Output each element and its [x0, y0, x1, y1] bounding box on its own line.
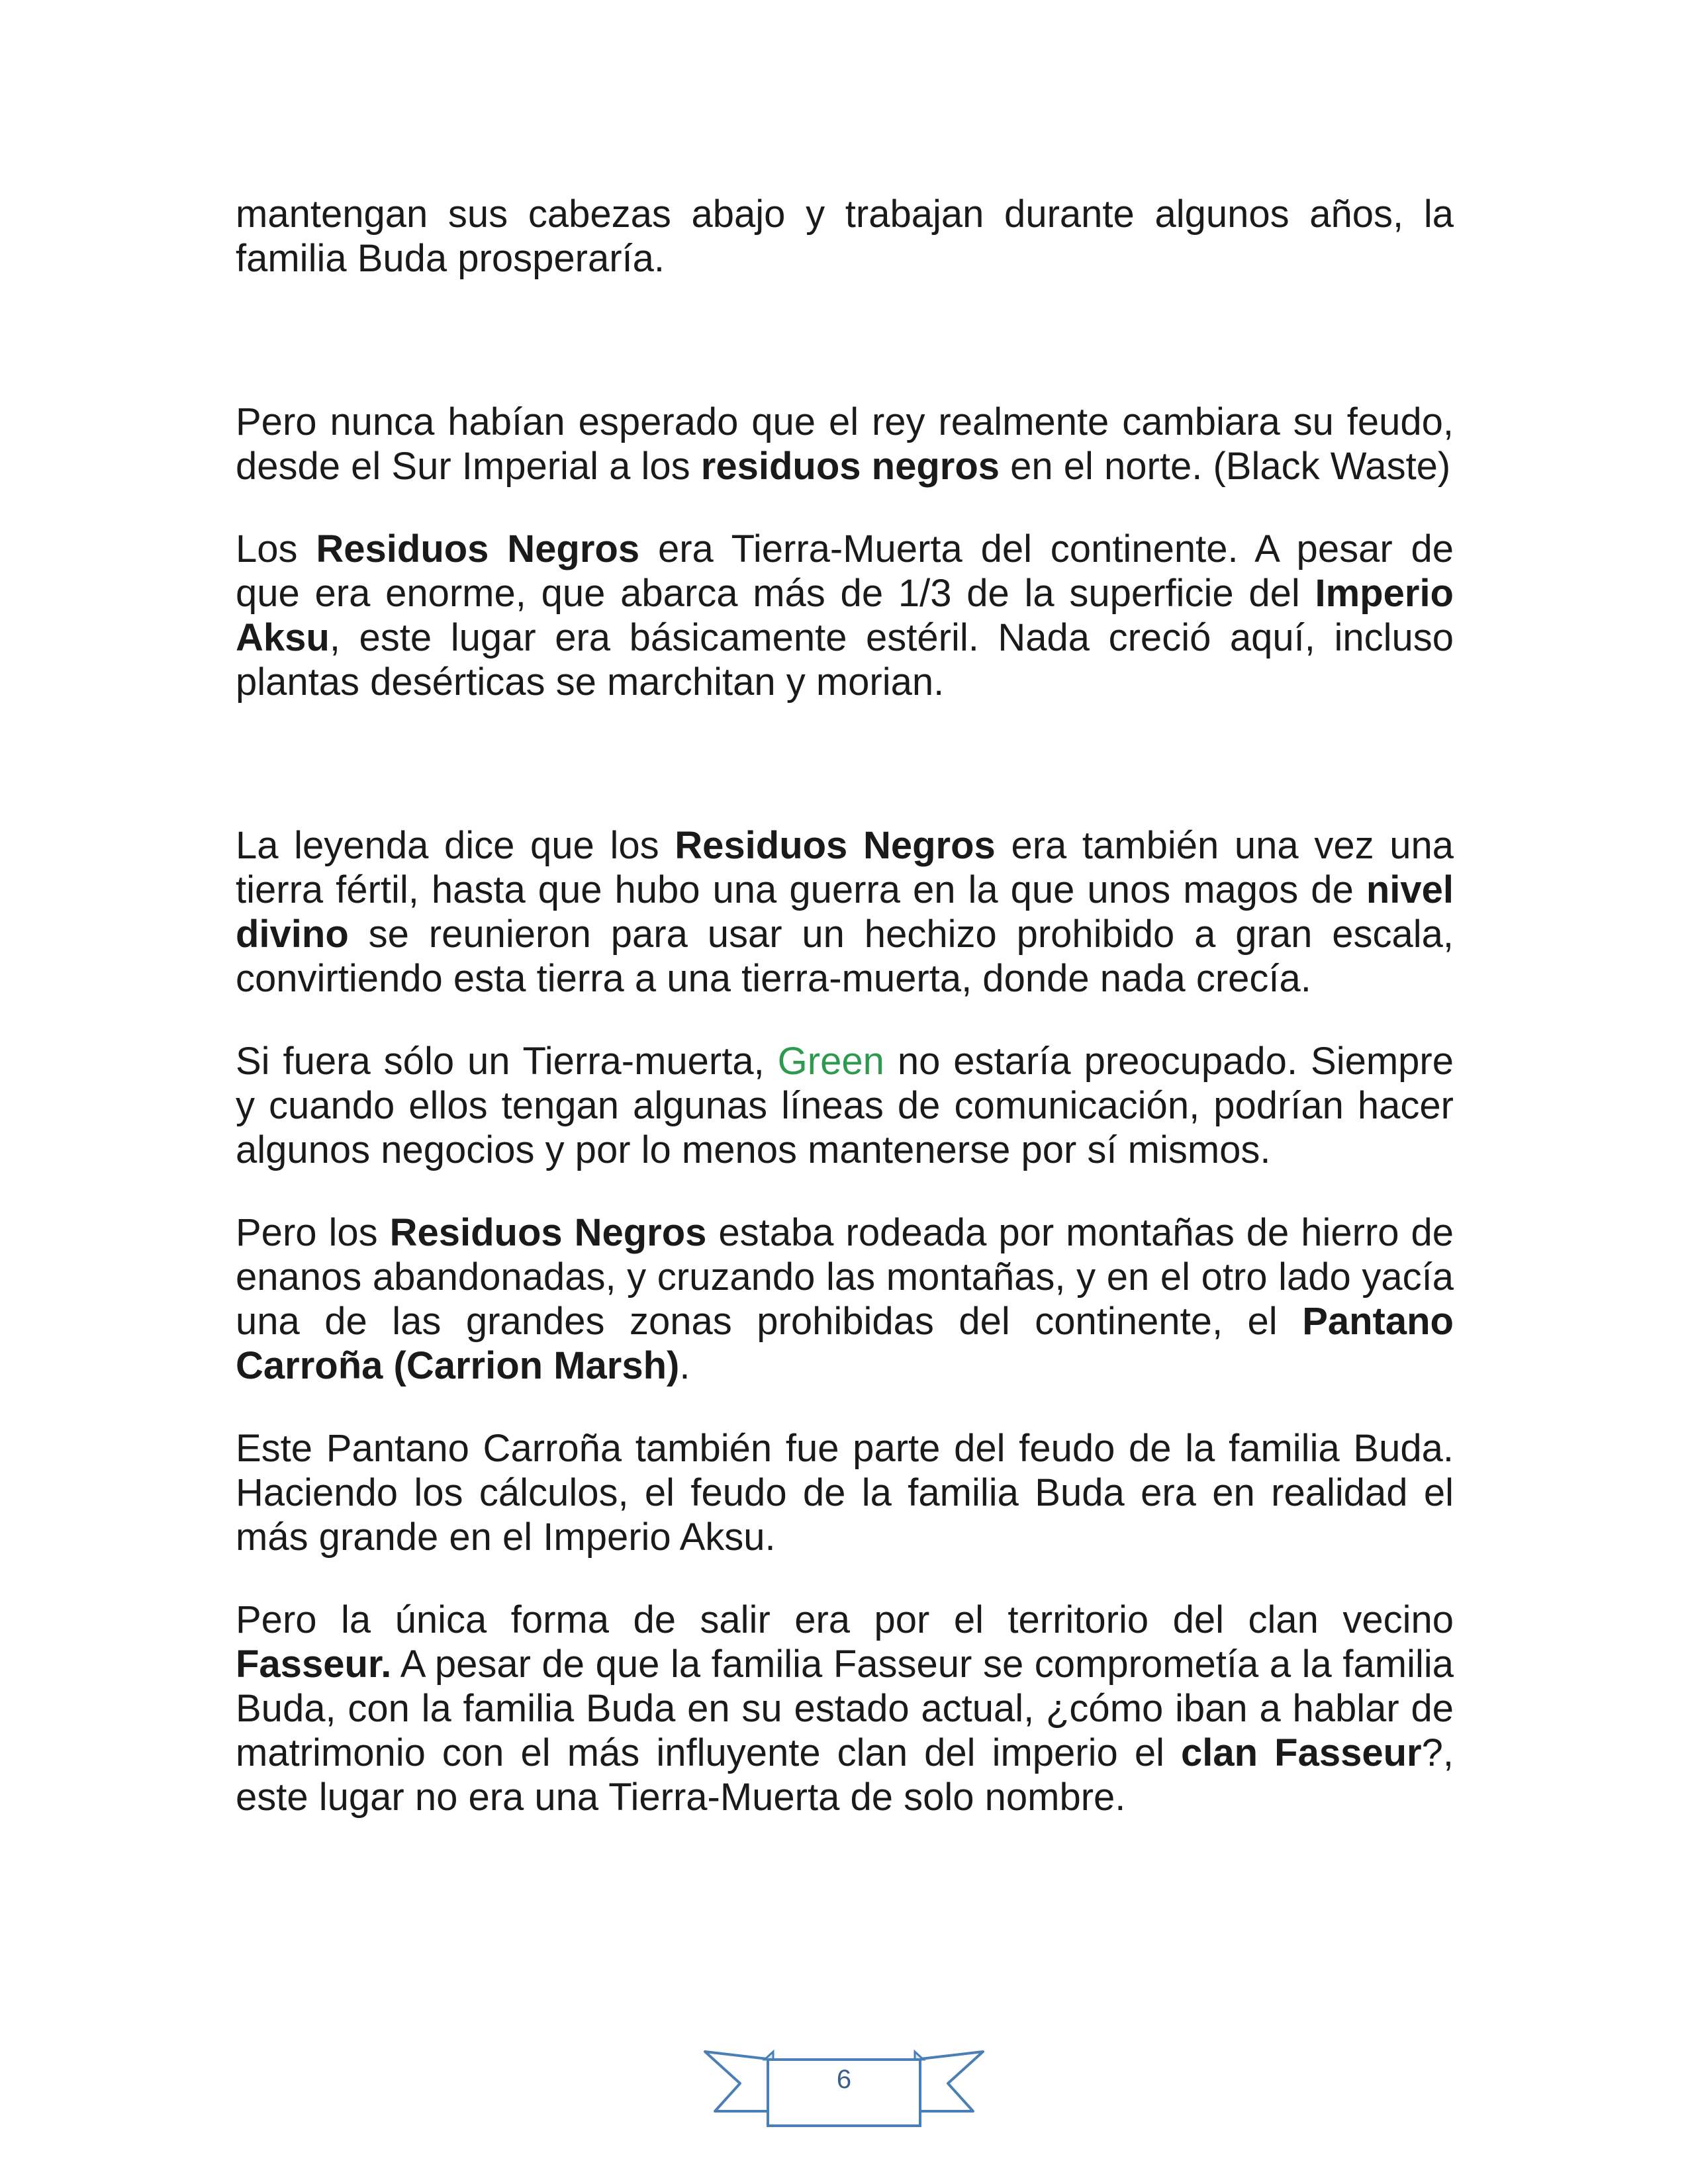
paragraph-2-text-c: en el norte. (Black Waste): [1000, 445, 1451, 488]
paragraph-7: [236, 1426, 1454, 1559]
paragraph-3: [236, 527, 1454, 704]
bold-term-residuos-negros: residuos negros: [700, 445, 1000, 488]
bold-term-fasseur: Fasseur.: [236, 1643, 392, 1686]
paragraph-4: [236, 823, 1454, 1001]
paragraph-1: [236, 192, 1454, 281]
bold-term-residuos-negros: Residuos Negros: [675, 824, 996, 867]
paragraph-3-text-d: , este lugar era básicamente estéril. Nada creció aquí, incluso plantas desérticas se marchitan y morian.: [236, 616, 1454, 704]
paragraph-3-text-a: Los: [236, 527, 316, 570]
paragraph-6-text-a: Pero los: [236, 1211, 390, 1254]
bold-term-residuos-negros: Residuos Negros: [389, 1211, 707, 1254]
paragraph-2: [236, 400, 1454, 488]
bold-term-clan-fasseur: clan Fasseur: [1181, 1731, 1422, 1774]
paragraph-5-text-a: Si fuera sólo un Tierra-muerta,: [236, 1040, 778, 1083]
paragraph-6-text-c: estaba rodeada por montañas de hierro de enanos abandonadas, y cruzando las montañas, y en el otro lado yacía una de las grandes zonas prohibidas del continente, el: [236, 1211, 1454, 1343]
paragraph-8: [236, 1598, 1454, 1819]
paragraph-7-text: Este Pantano Carroña también fue parte del feudo de la familia Buda. Haciendo los cálculos, el feudo de la familia Buda era en realidad el más grande en el Imperio Aksu.: [236, 1427, 1454, 1559]
paragraph-1-text: mantengan sus cabezas abajo y trabajan durante algunos años, la familia Buda prosperaría.: [236, 193, 1454, 280]
page-number-ribbon: [702, 2045, 986, 2131]
paragraph-4-text-c: era también una vez una tierra fértil, hasta que hubo una guerra en la que unos magos de: [236, 824, 1454, 911]
bold-term-nivel-divino: nivel divino: [236, 868, 1454, 956]
paragraph-5-text-c: no estaría preocupado. Siempre y cuando ellos tengan algunas líneas de comunicación, podrían hacer algunos negocios y por lo menos mantenerse por sí mismos.: [236, 1040, 1454, 1171]
page-number: 6: [836, 2065, 852, 2094]
paragraph-3-text-c: era Tierra-Muerta del continente. A pesar de que era enorme, que abarca más de 1/3 de la superficie del: [236, 527, 1454, 615]
paragraph-8-text-c: A pesar de que la familia Fasseur se comprometía a la familia Buda, con la familia Buda en su estado actual, ¿cómo iban a hablar de matrimonio con el más influyente clan del imperio el: [236, 1643, 1454, 1774]
paragraph-4-text-a: La leyenda dice que los: [236, 824, 675, 867]
bold-term-imperio-aksu: Imperio Aksu: [236, 572, 1454, 659]
paragraph-8-text-d: ?, este lugar no era una Tierra-Muerta de solo nombre.: [236, 1731, 1454, 1819]
paragraph-2-text-a: Pero nunca habían esperado que el rey realmente cambiara su feudo, desde el Sur Imperial a los: [236, 400, 1454, 488]
bold-term-residuos-negros: Residuos Negros: [316, 527, 640, 570]
paragraph-8-text-a: Pero la única forma de salir era por el territorio del clan vecino: [236, 1598, 1454, 1641]
paragraph-5: [236, 1039, 1454, 1172]
paragraph-4-text-d: se reunieron para usar un hechizo prohibido a gran escala, convirtiendo esta tierra a una tierra-muerta, donde nada crecía.: [236, 913, 1454, 1000]
bold-term-pantano-carrona: Pantano Carroña (Carrion Marsh): [236, 1300, 1454, 1387]
character-name-green: Green: [777, 1040, 884, 1083]
paragraph-6-text-d: .: [679, 1344, 690, 1387]
paragraph-6: [236, 1210, 1454, 1388]
document-body: [236, 192, 1454, 1819]
